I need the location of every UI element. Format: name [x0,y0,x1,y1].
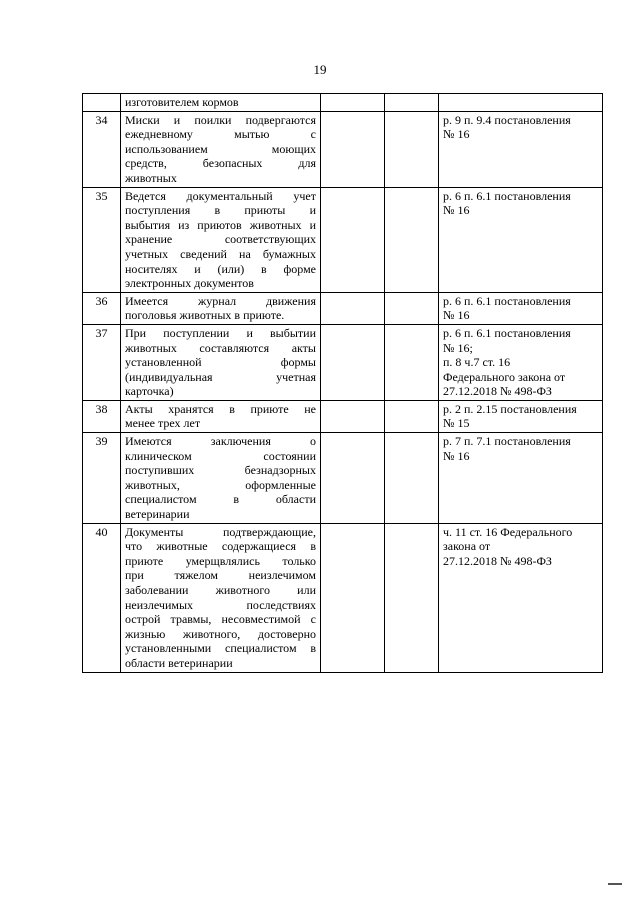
requirement-line: животных, оформленные [125,477,316,492]
table-row [83,523,603,672]
cell-reference [439,400,603,432]
cell-yes [321,111,385,187]
reference-line: № 16 [443,127,470,142]
requirement-line: (индивидуальная учетная [125,369,316,384]
cell-requirement [121,111,321,187]
table-row [83,433,603,524]
requirement-line: электронных документов [125,276,254,291]
cell-number [83,94,121,112]
reference-line: Федерального закона от [443,369,566,384]
cell-number: 35 [83,187,121,292]
requirement-line: Ведется документальный учет [125,188,316,203]
reference-line: 27.12.2018 № 498-ФЗ [443,384,552,399]
cell-yes [321,94,385,112]
table-row [83,111,603,187]
cell-number: 40 [83,523,121,672]
cell-no [385,94,439,112]
requirement-line: жизнью животного, достоверно [125,626,316,641]
requirement-line: приюте умерщвлялись только [125,553,316,568]
requirement-line: установленной формы [125,355,316,370]
reference-line: закона от [443,539,491,554]
requirement-line: животных составляются акты [125,340,316,355]
requirement-line: выбытия из приютов животных и [125,217,316,232]
cell-number: 38 [83,400,121,432]
cell-no [385,433,439,524]
reference-line: 27.12.2018 № 498-ФЗ [443,553,552,568]
cell-reference [439,324,603,400]
reference-line: р. 9 п. 9.4 постановления [443,112,571,127]
reference-line: № 16 [443,203,470,218]
requirement-line: поголовья животных в приюте. [125,308,285,323]
requirement-line: поступивших безнадзорных [125,463,316,478]
requirement-line: клиническом состоянии [125,448,316,463]
table-row [83,187,603,292]
cell-requirement [121,433,321,524]
reference-line: р. 7 п. 7.1 постановления [443,434,571,449]
requirement-line: менее трех лет [125,416,201,431]
cell-no [385,111,439,187]
reference-line: № 16; [443,340,473,355]
cell-no [385,324,439,400]
requirement-line: неизлечимых последствиях [125,597,316,612]
cell-reference [439,433,603,524]
cell-reference [439,292,603,324]
cell-no [385,187,439,292]
cell-yes [321,292,385,324]
cell-requirement [121,400,321,432]
page-mark [608,883,622,885]
cell-reference [439,187,603,292]
cell-yes [321,523,385,672]
requirement-line: Акты хранятся в приюте не [125,401,316,416]
reference-line: п. 8 ч.7 ст. 16 [443,355,511,370]
table-row [83,292,603,324]
cell-no [385,523,439,672]
requirement-line: специалистом в области [125,492,316,507]
requirement-line: при тяжелом неизлечимом [125,568,316,583]
cell-no [385,400,439,432]
requirement-line: Миски и поилки подвергаются [125,112,316,127]
requirement-line: острой травмы, несовместимой с [125,612,316,627]
reference-line: р. 2 п. 2.15 постановления [443,401,577,416]
requirement-line: карточка) [125,384,174,399]
requirement-line: установленными специалистом в [125,641,316,656]
requirement-line: ежедневному мытью с [125,127,316,142]
cell-reference [439,523,603,672]
cell-no [385,292,439,324]
cell-requirement [121,292,321,324]
requirement-line: животных [125,170,177,185]
page-number: 19 [313,62,327,77]
requirement-line: Документы подтверждающие, [125,524,316,539]
cell-number: 39 [83,433,121,524]
requirement-line: использованием моющих [125,141,316,156]
cell-requirement [121,523,321,672]
table-row-continuation [83,94,603,112]
reference-line: р. 6 п. 6.1 постановления [443,188,571,203]
reference-line: р. 6 п. 6.1 постановления [443,293,571,308]
reference-line: р. 6 п. 6.1 постановления [443,325,571,340]
cell-number: 37 [83,324,121,400]
table-row [83,400,603,432]
requirement-line: что животные содержащиеся в [125,539,316,554]
requirement-line: средств, безопасных для [125,156,316,171]
requirement-line: ветеринарии [125,507,190,522]
reference-line: ч. 11 ст. 16 Федерального [443,524,573,539]
checklist-table [82,93,603,673]
table-row [83,324,603,400]
requirement-line: хранение соответствующих [125,232,316,247]
requirement-line: поступления в приюты и [125,203,316,218]
reference-line: № 15 [443,416,470,431]
cell-requirement [121,187,321,292]
requirement-line: Имеется журнал движения [125,293,316,308]
requirement-line: При поступлении и выбытии [125,325,316,340]
cell-yes [321,187,385,292]
cell-yes [321,324,385,400]
cell-yes [321,433,385,524]
cell-number: 34 [83,111,121,187]
requirement-line: учетных сведений на бумажных [125,246,316,261]
requirement-line: области ветеринарии [125,655,233,670]
cell-requirement: изготовителем кормов [121,94,321,112]
reference-line: № 16 [443,308,470,323]
requirement-line: заболевании животного или [125,583,316,597]
cell-requirement [121,324,321,400]
cell-reference [439,94,603,112]
cell-yes [321,400,385,432]
requirement-line: Имеются заключения о [125,434,316,449]
cell-reference [439,111,603,187]
cell-number: 36 [83,292,121,324]
requirement-line: носителях и (или) в форме [125,261,316,276]
reference-line: № 16 [443,448,470,463]
